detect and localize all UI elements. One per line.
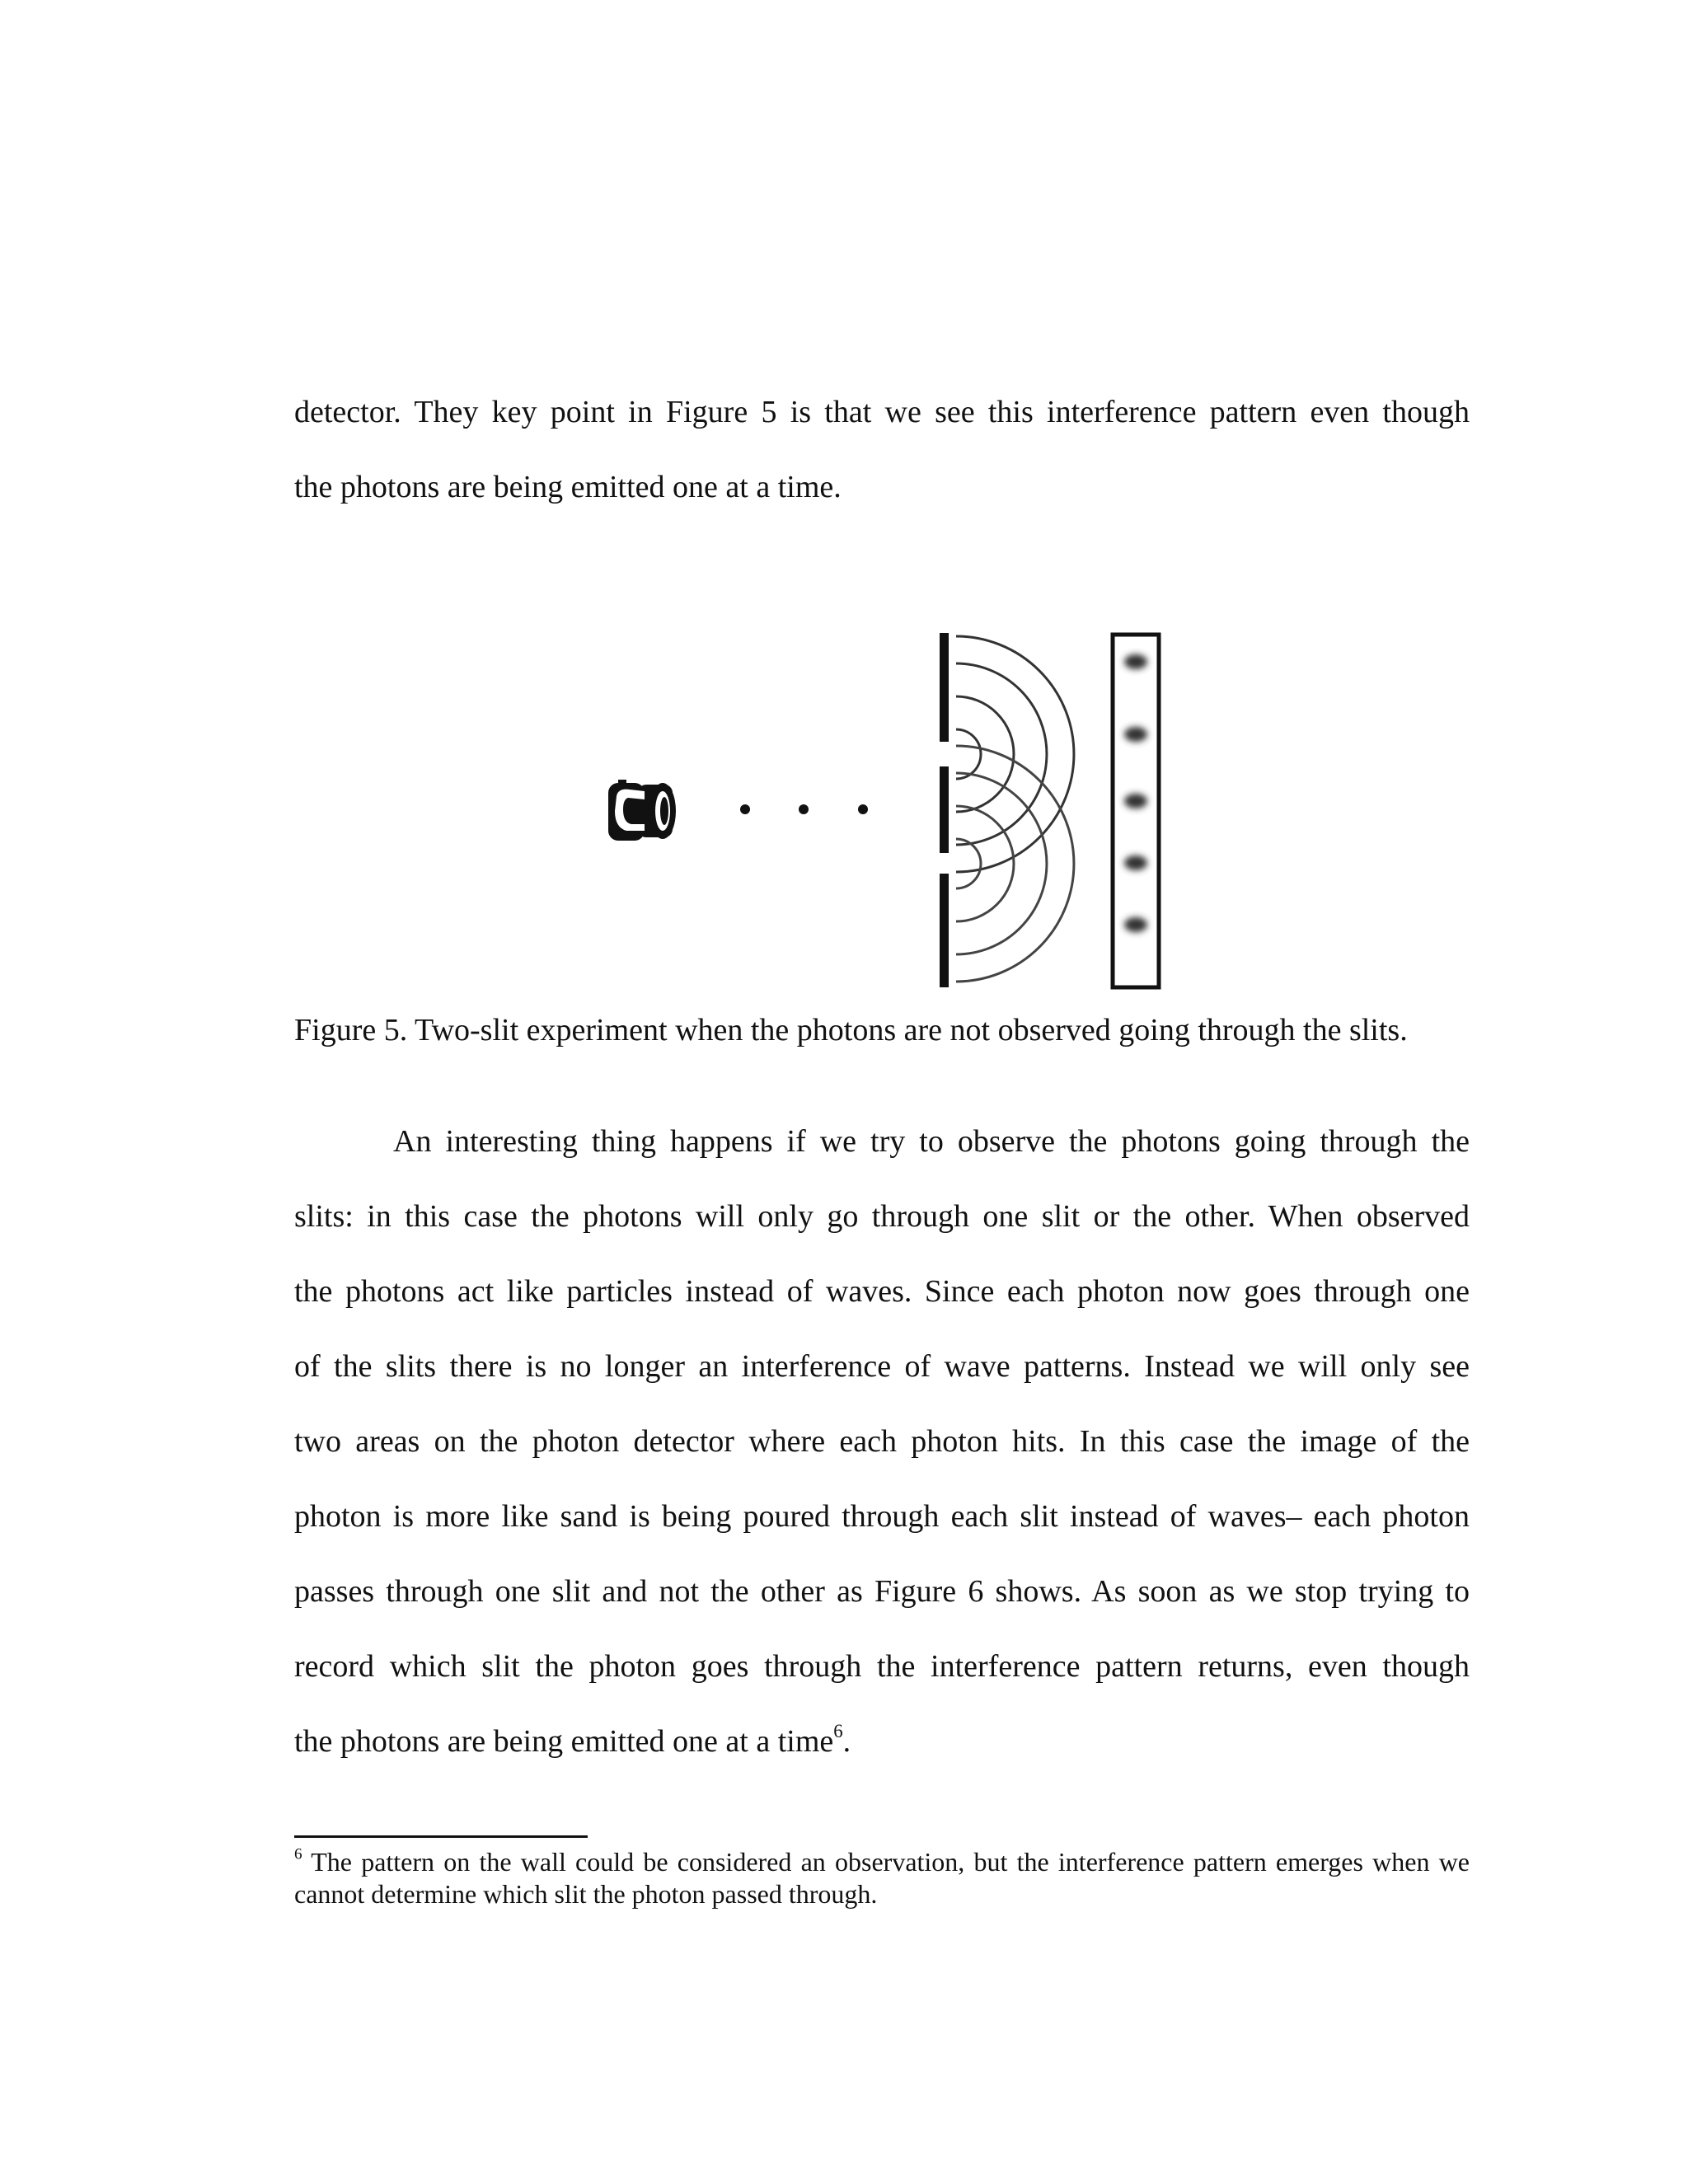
footnote-number: 6	[294, 1845, 302, 1863]
footnote-line-2: cannot determine which slit the photon passed through.	[294, 1879, 878, 1909]
photon-detector-screen	[1113, 635, 1159, 987]
paragraph-1-line-1: detector. They key point in Figure 5 is that we see this interference pattern even though	[294, 395, 1470, 429]
paragraph-2-line-9	[294, 1720, 1470, 1760]
wavefronts-lower-slit	[956, 746, 1074, 982]
photon-dot	[740, 804, 750, 814]
paragraph-2-line-8: record which slit the photon goes through the interference pattern returns, even though	[294, 1649, 1470, 1684]
figure-caption: Figure 5. Two-slit experiment when the photons are not observed going through the slits.	[294, 1013, 1408, 1047]
wavefronts-upper-slit	[956, 636, 1074, 872]
figure-two-slit-experiment	[593, 626, 1170, 997]
footnote-reference[interactable]: 6	[833, 1720, 843, 1741]
paragraph-2-line-2: slits: in this case the photons will only go through one slit or the other. When observed	[294, 1199, 1470, 1234]
paragraph-2-line-6: photon is more like sand is being poured through each slit instead of waves– each photon	[294, 1499, 1470, 1534]
paragraph-1-line-2: the photons are being emitted one at a time.	[294, 470, 842, 504]
photon-emitter-icon	[608, 780, 676, 841]
footnote-line-1-text: The pattern on the wall could be considered an observation, but the interference pattern emerges when we	[311, 1847, 1470, 1877]
photon-dot	[858, 804, 868, 814]
paragraph-2-line-3: the photons act like particles instead of waves. Since each photon now goes through one	[294, 1274, 1470, 1309]
paragraph-2-end-punctuation: .	[842, 1724, 851, 1759]
photon-dot	[799, 804, 809, 814]
footnote-separator	[294, 1835, 588, 1838]
slit-barrier	[940, 633, 949, 987]
footnote-line-1	[294, 1846, 1470, 1877]
paragraph-2-line-4: of the slits there is no longer an interference of wave patterns. Instead we will only see	[294, 1349, 1470, 1384]
paragraph-2-line-5: two areas on the photon detector where each photon hits. In this case the image of the	[294, 1424, 1470, 1459]
paragraph-2-line-9-text: the photons are being emitted one at a time	[294, 1724, 834, 1759]
paragraph-2-line-7: passes through one slit and not the other as Figure 6 shows. As soon as we stop trying to	[294, 1574, 1470, 1609]
paragraph-2-line-1: An interesting thing happens if we try to observe the photons going through the	[393, 1124, 1470, 1159]
